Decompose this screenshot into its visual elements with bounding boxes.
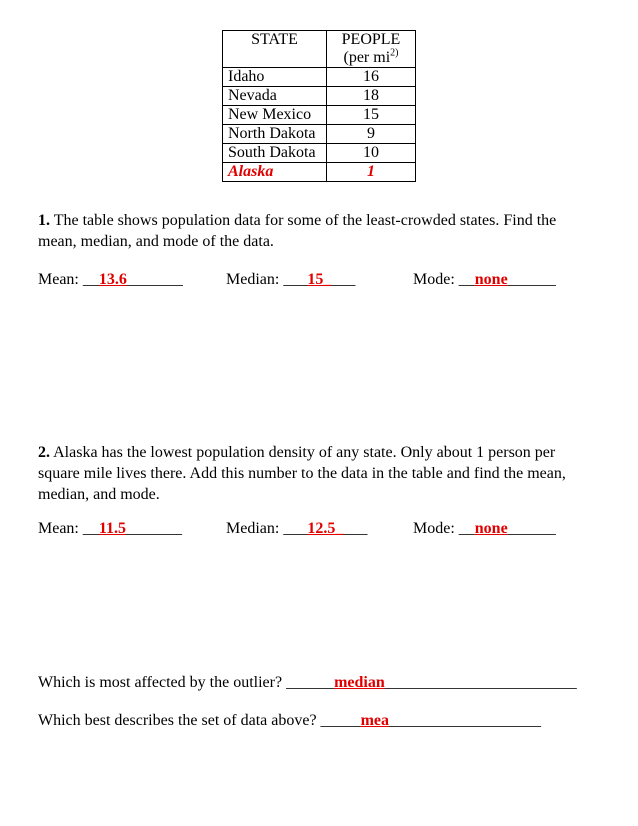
people-unit-sup: 2) [390,47,399,59]
describe-answer: mea [360,712,389,729]
mode-answer: Mode: __none______ [413,271,556,288]
table-row [223,106,416,125]
state-cell: Alaska [223,163,327,182]
state-cell: New Mexico [223,106,327,125]
outlier-question: Which is most affected by the outlier? ______median________________________ [38,674,577,691]
state-header: STATE [223,31,327,68]
people-header-label: PEOPLE [341,31,401,48]
mean-value: 13.6 [98,271,127,288]
question-1-number: 1. [38,212,50,229]
question-2 [38,442,598,505]
table-row [223,68,416,87]
table-row-alaska [223,163,416,182]
median-value: 12.5_ [307,520,344,537]
table-header-row [223,31,416,68]
people-cell: 18 [327,87,416,106]
mean-answer: Mean: __11.5_______ [38,520,182,537]
people-cell: 15 [327,106,416,125]
population-table [222,30,416,182]
describe-question: Which best describes the set of data above? _____mea___________________ [38,712,541,729]
mode-answer: Mode: __none______ [413,520,556,537]
question-1-text: The table shows population data for some of the least-crowded states. Find the mean, median, and mode of the data. [38,212,557,250]
mode-value: none [474,271,508,288]
state-cell: North Dakota [223,125,327,144]
median-answer: Median: ___12.5____ [226,520,368,537]
mean-answer: Mean: __13.6_______ [38,271,183,288]
table-row [223,125,416,144]
people-cell: 9 [327,125,416,144]
state-cell: South Dakota [223,144,327,163]
median-answer: Median: ___15____ [226,271,356,288]
table-row [223,87,416,106]
people-cell: 16 [327,68,416,87]
table-row [223,144,416,163]
question-2-text: Alaska has the lowest population density of any state. Only about 1 person per square mile lives there. Add this number to the data in the table and find the mean, median, and mode. [38,444,566,503]
mode-value: none [474,520,508,537]
people-header [327,31,416,68]
state-cell: Idaho [223,68,327,87]
mean-value: 11.5 [98,520,126,537]
people-cell: 1 [327,163,416,182]
people-unit: (per mi [343,49,391,66]
outlier-answer: median [334,674,385,691]
question-1 [38,210,598,252]
question-2-number: 2. [38,444,50,461]
state-cell: Nevada [223,87,327,106]
people-cell: 10 [327,144,416,163]
median-value: 15_ [307,271,332,288]
